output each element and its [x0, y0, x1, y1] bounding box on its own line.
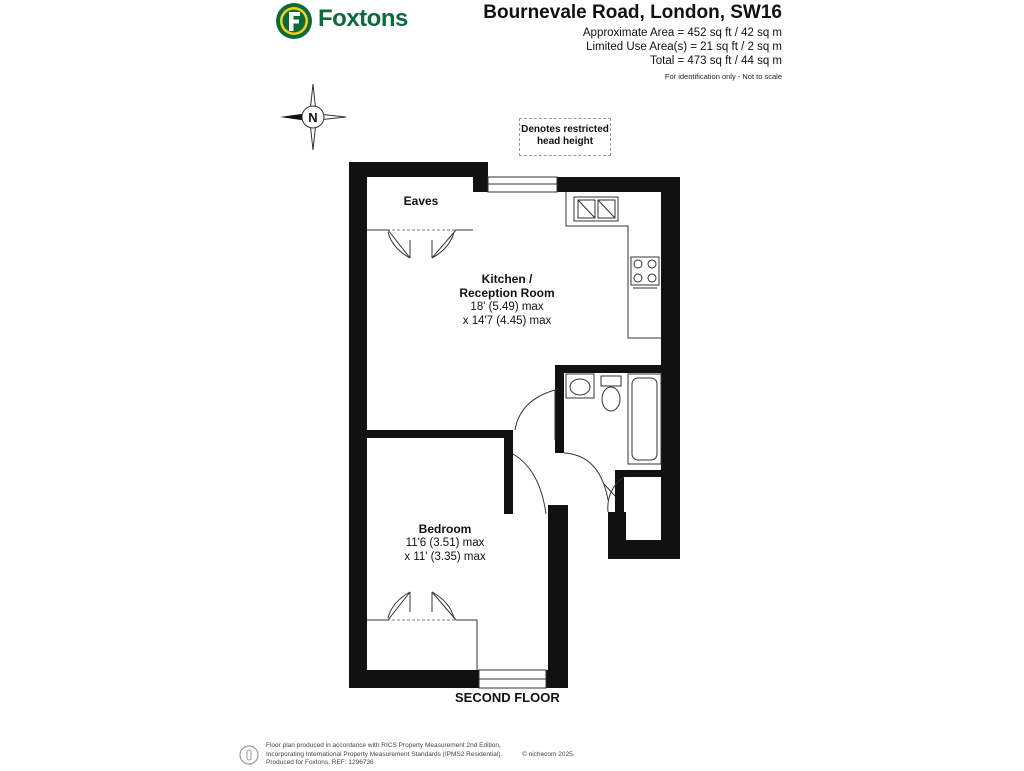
restricted-legend-line2: head height [536, 136, 594, 147]
footer-line2: Incorporating International Property Measurement Standards (IPMS2 Residential). [266, 750, 503, 758]
wall-left-outer [349, 162, 367, 688]
wall-bottom-left [349, 670, 479, 688]
kitchen-dimension-1: 18' (5.49) max [470, 301, 544, 313]
bedroom-dimension-2: x 11' (3.35) max [404, 551, 486, 563]
restricted-legend-line1: Denotes restricted [521, 124, 609, 135]
wall-cupboard-stub [608, 512, 626, 559]
brand-name: Foxtons [318, 5, 408, 32]
compass-north-letter: N [308, 110, 318, 125]
floor-label: SECOND FLOOR [455, 690, 560, 705]
wall-cupboard-left [615, 470, 624, 559]
sink-icon [574, 197, 618, 221]
total-area: Total = 473 sq ft / 44 sq m [649, 55, 782, 67]
approximate-area: Approximate Area = 452 sq ft / 42 sq m [582, 27, 782, 39]
wall-kitchen-bedroom [367, 430, 512, 438]
wall-bottom-right [546, 670, 568, 688]
wall-top-right [557, 177, 680, 192]
wall-hall-left [504, 430, 513, 514]
wall-top-left-return [473, 162, 488, 192]
scale-disclaimer: For identification only - Not to scale [664, 72, 782, 81]
limited-use-area: Limited Use Area(s) = 21 sq ft / 2 sq m [586, 41, 782, 53]
toilet-icon [601, 376, 621, 386]
bathroom-door [515, 390, 555, 430]
wall-cupboard-bottom [608, 540, 680, 559]
kitchen-name-line2: Reception Room [459, 286, 555, 300]
wall-hall-bedroom [548, 505, 568, 688]
wall-cupboard-top [615, 470, 661, 477]
cupboard-door [608, 477, 624, 512]
basin-icon [566, 374, 594, 398]
room-bedroom [380, 522, 510, 564]
restricted-height-legend [519, 118, 611, 156]
compass-icon [278, 82, 348, 157]
kitchen-dimension-2: x 14'7 (4.45) max [462, 315, 552, 327]
footer-measurement-note [266, 742, 502, 768]
footer-line3: Produced for Foxtons. REF: 1296736 [266, 759, 374, 766]
hob-icon [631, 257, 659, 285]
wall-bath-top [555, 365, 661, 373]
logo-badge-icon [274, 1, 314, 41]
footer-line1: Floor plan produced in accordance with RICS Property Measurement 2nd Edition, [266, 742, 501, 749]
property-title: Bournevale Road, London, SW16 [483, 2, 782, 23]
footer-copyright: © nichecom 2025. [522, 751, 575, 758]
wall-bath-left [555, 365, 564, 453]
bedroom-door [513, 454, 546, 514]
eaves-label: Eaves [403, 194, 439, 208]
room-eaves [395, 194, 447, 208]
hall-door [564, 453, 608, 500]
bedroom-dimension-1: 11'6 (3.51) max [405, 537, 485, 549]
wall-right-outer [661, 177, 680, 559]
window-bedroom [479, 670, 546, 688]
bedroom-name: Bedroom [418, 522, 472, 536]
kitchen-name-line1: Kitchen / [481, 272, 533, 286]
wall-top-left [349, 162, 488, 177]
rics-logo-icon [238, 744, 260, 771]
window-kitchen [488, 177, 557, 192]
room-kitchen [432, 272, 582, 328]
bath-icon [628, 374, 661, 464]
